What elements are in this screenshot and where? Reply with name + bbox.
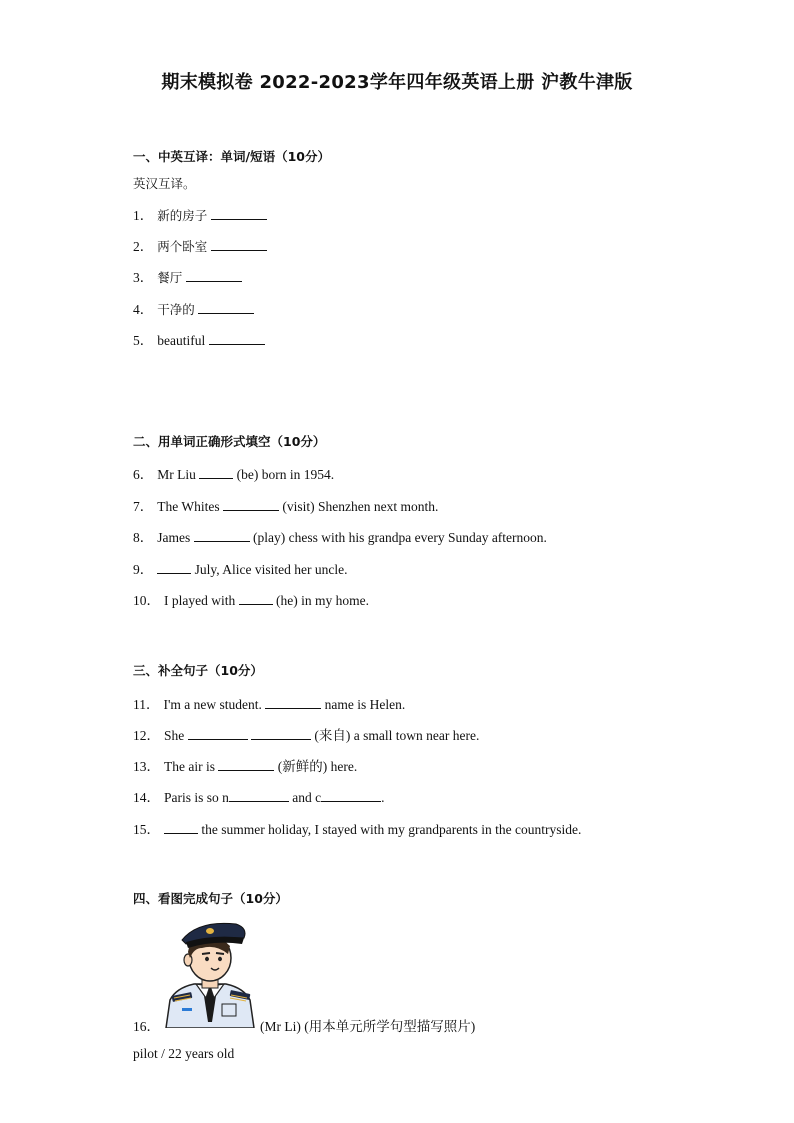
question-number: 2．: [133, 239, 154, 254]
answer-blank[interactable]: [209, 332, 265, 345]
answer-blank[interactable]: [265, 696, 321, 709]
question-10: [133, 589, 369, 609]
question-9: [133, 558, 347, 578]
answer-blank[interactable]: [251, 727, 311, 740]
question-number: 9．: [133, 562, 154, 577]
question-text: name is Helen.: [324, 697, 406, 712]
question-text: I played with: [164, 593, 236, 608]
question-6: [133, 463, 334, 483]
answer-blank[interactable]: [218, 758, 274, 771]
question-text: Paris is so n: [164, 790, 229, 805]
question-14: [133, 786, 385, 806]
question-7: [133, 495, 438, 515]
question-number: 5．: [133, 333, 154, 348]
question-text: July, Alice visited her uncle.: [194, 562, 348, 577]
question-text: 干净的: [157, 302, 195, 317]
question-text: The Whites: [157, 499, 220, 514]
question-4: [133, 298, 254, 318]
question-text: The air is: [164, 759, 215, 774]
question-text: (新鲜的) here.: [277, 759, 358, 774]
question-text: .: [381, 790, 385, 805]
answer-blank[interactable]: [198, 301, 254, 314]
question-number: 15．: [133, 822, 160, 837]
question-text: 新的房子: [157, 208, 208, 223]
question-number: 11．: [133, 697, 160, 712]
question-16-text: [260, 1015, 475, 1035]
question-8: [133, 526, 547, 546]
question-number: 6．: [133, 467, 154, 482]
answer-blank[interactable]: [211, 238, 267, 251]
question-text: and c: [292, 790, 322, 805]
question-number: 4．: [133, 302, 154, 317]
answer-blank[interactable]: [199, 466, 233, 479]
question-number: 14．: [133, 790, 160, 805]
question-1: [133, 204, 267, 224]
question-15: [133, 818, 581, 838]
question-13: [133, 755, 357, 775]
question-text: the summer holiday, I stayed with my grandparents in the countryside.: [201, 822, 582, 837]
section-1-heading: 一、中英互译：单词/短语（10分）: [133, 149, 330, 164]
answer-blank[interactable]: [186, 269, 242, 282]
question-number: 1．: [133, 208, 154, 223]
answer-blank[interactable]: [239, 592, 273, 605]
question-text: Mr Liu: [157, 467, 196, 482]
question-number: 7．: [133, 499, 154, 514]
answer-blank[interactable]: [157, 561, 191, 574]
question-text: (visit) Shenzhen next month.: [282, 499, 439, 514]
section-3-heading: 三、补全句子（10分）: [133, 663, 263, 678]
question-text: beautiful: [157, 333, 206, 348]
question-text: (来自) a small town near here.: [314, 728, 480, 743]
answer-blank[interactable]: [229, 789, 289, 802]
page-title: 期末模拟卷 2022-2023学年四年级英语上册 沪教牛津版: [161, 72, 633, 93]
question-number: 13．: [133, 759, 160, 774]
section-4-heading: 四、看图完成句子（10分）: [133, 891, 288, 906]
question-16-hint: pilot / 22 years old: [133, 1046, 235, 1061]
question-text: (Mr Li) (用本单元所学句型描写照片): [260, 1019, 476, 1034]
pilot-illustration: [158, 918, 262, 1028]
question-number: 16．: [133, 1019, 160, 1034]
question-2: [133, 235, 267, 255]
question-text: (he) in my home.: [275, 593, 369, 608]
question-text: (play) chess with his grandpa every Sunday afternoon.: [253, 530, 547, 545]
question-5: [133, 329, 265, 349]
answer-blank[interactable]: [223, 498, 279, 511]
question-3: [133, 266, 242, 286]
question-text: She: [164, 728, 185, 743]
question-number: 10．: [133, 593, 160, 608]
answer-blank[interactable]: [188, 727, 248, 740]
answer-blank[interactable]: [211, 207, 267, 220]
question-number: 3．: [133, 270, 154, 285]
question-text: (be) born in 1954.: [236, 467, 335, 482]
question-text: 餐厅: [157, 270, 183, 285]
answer-blank[interactable]: [194, 529, 250, 542]
question-number: 8．: [133, 530, 154, 545]
question-number: 12．: [133, 728, 160, 743]
answer-blank[interactable]: [164, 821, 198, 834]
section-2-heading: 二、用单词正确形式填空（10分）: [133, 434, 326, 449]
question-12: [133, 724, 479, 744]
question-text: I'm a new student.: [163, 697, 262, 712]
question-text: James: [157, 530, 191, 545]
question-11: [133, 693, 405, 713]
question-text: 两个卧室: [157, 239, 208, 254]
section-1-instruction: 英汉互译。: [133, 176, 196, 191]
answer-blank[interactable]: [321, 789, 381, 802]
